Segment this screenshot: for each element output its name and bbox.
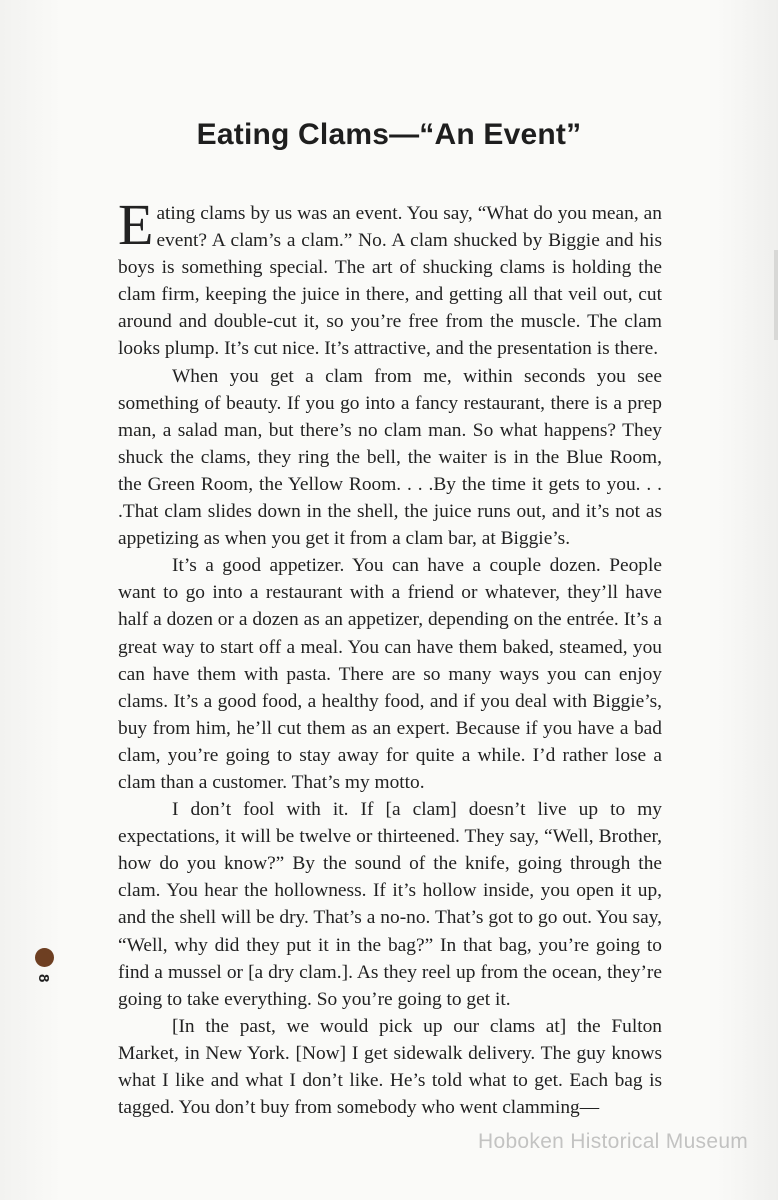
chapter-title: Eating Clams—“An Event” [196,118,582,151]
watermark: Hoboken Historical Museum [478,1130,749,1153]
page-edge [774,250,778,340]
paragraph-1-text: ating clams by us was an event. You say, “What do you mean, an event? A clam’s a clam.” No. A clam shucked by Biggie and his boys is something special. The art of shucking clams is holding the clam firm, keeping the juice in there, and getting all that veil out, cut around and double-cut it, so you’re free from the muscle. The clam looks plump. It’s cut nice. It’s attractive, and the presentation is there. [118,203,662,360]
paragraph-4: I don’t fool with it. If [a clam] doesn’t live up to my expectations, it will be twelve or thirteened. They say, “Well, Brother, how do you know?” By the sound of the knife, going through the clam. You hear the hollowness. If it’s hollow inside, you open it up, and the shell will be dry. That’s a no-no. That’s got to go out. You say, “Well, why did they put it in the bag?” In that bag, you’re going to find a mussel or [a dry clam.]. As they reel up from the ocean, they’re going to take everything. So you’re going to get it. [118,799,662,1010]
paragraph-5: [In the past, we would pick up our clams at] the Fulton Market, in New York. [Now] I get sidewalk delivery. The guy knows what I like and what I don’t like. He’s told what to get. Each bag is tagged. You don’t buy from somebody who went clamming— [118,1015,662,1119]
page-number: 8 [35,974,52,983]
paragraph-2: When you get a clam from me, within seconds you see something of beauty. If you go into a fancy restaurant, there is a prep man, a salad man, but there’s no clam man. So what happens? They shuck the clams, they ring the bell, the waiter is in the Blue Room, the Green Room, the Yellow Room. . . .By the time it gets to you. . . .That clam slides down in the shell, the juice runs out, and it’s not as appetizing as when you get it from a clam bar, at Biggie’s. [118,365,662,550]
paragraph-1 [118,192,662,363]
paragraph-3: It’s a good appetizer. You can have a couple dozen. People want to go into a restaurant with a friend or whatever, they’ll have half a dozen or a dozen as an appetizer, depending on the entrée. It’s a great way to start off a meal. You can have them baked, steamed, you can have them with pasta. There are so many ways you can enjoy clams. It’s a good food, a healthy food, and if you deal with Biggie’s, buy from him, he’ll cut them as an expert. Because if you have a bad clam, you’re going to stay away for quite a while. I’d rather lose a clam than a customer. That’s my motto. [118,555,662,793]
body-text [118,192,662,1121]
page-marker-dot [35,948,54,967]
drop-cap: E [118,192,154,257]
